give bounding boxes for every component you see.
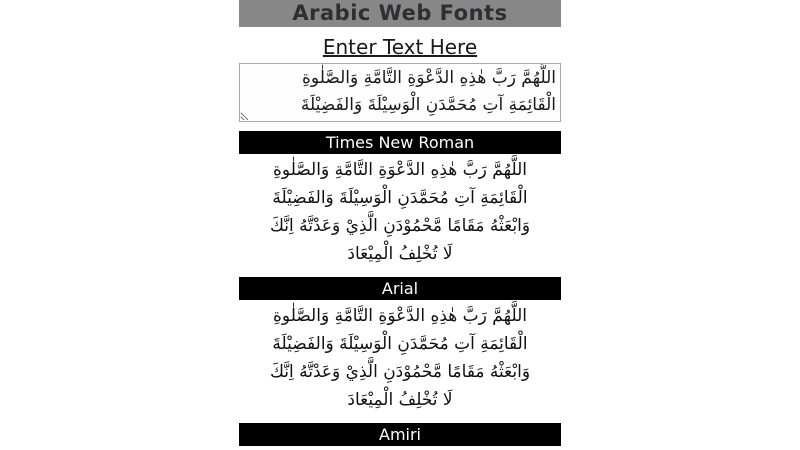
arabic-line: اللَّهُمَّ رَبَّ هٰذِهِ الدَّعْوَةِ التَّامَّةِ وَالصَّلٰوةِ xyxy=(273,160,527,180)
arabic-line: لَا تُخْلِفُ الْمِيْعَادَ xyxy=(347,390,453,410)
font-section-title-amiri: Amiri xyxy=(239,423,561,446)
font-section-times-new-roman xyxy=(239,131,561,268)
arabic-line: الْقَائِمَةِ آتِ مُحَمَّدَنِ الْوَسِيْلَةَ وَالفَضِيْلَةَ xyxy=(272,188,528,208)
font-section-amiri xyxy=(239,423,561,446)
font-section-arial xyxy=(239,277,561,414)
arabic-sample-arial xyxy=(239,302,561,414)
arabic-line: وَابْعَثْهُ مَقَامًا مَّحْمُوْدَنِ الَّذِيْ وَعَدْتَّهُ اِنَّكَ xyxy=(269,362,531,382)
arabic-line: لَا تُخْلِفُ الْمِيْعَادَ xyxy=(347,244,453,264)
font-section-title-arial: Arial xyxy=(239,277,561,300)
arabic-line: وَابْعَثْهُ مَقَامًا مَّحْمُوْدَنِ الَّذِيْ وَعَدْتَّهُ اِنَّكَ xyxy=(269,216,531,236)
arabic-line: اللَّهُمَّ رَبَّ هٰذِهِ الدَّعْوَةِ التَّامَّةِ وَالصَّلٰوةِ xyxy=(273,306,527,326)
arabic-line: الْقَائِمَةِ آتِ مُحَمَّدَنِ الْوَسِيْلَةَ وَالفَضِيْلَةَ xyxy=(272,334,528,354)
page-title: Arabic Web Fonts xyxy=(239,0,561,27)
arabic-sample-times-new-roman xyxy=(239,156,561,268)
font-section-title-times-new-roman: Times New Roman xyxy=(239,131,561,154)
content-column xyxy=(239,0,561,446)
arabic-text-input[interactable] xyxy=(239,63,561,122)
enter-text-link[interactable]: Enter Text Here xyxy=(322,35,478,59)
